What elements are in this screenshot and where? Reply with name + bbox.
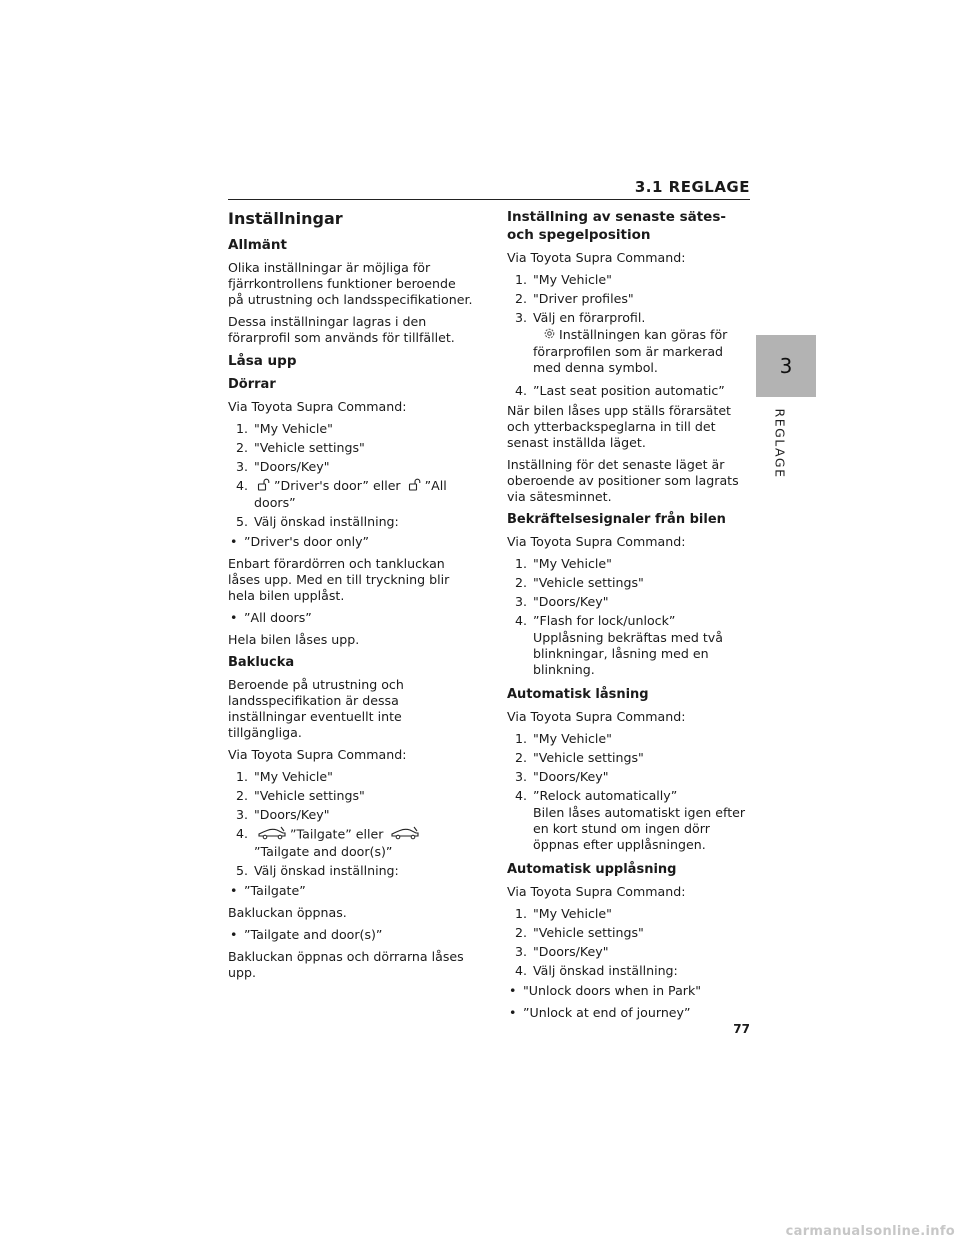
paragraph: Enbart förardörren och tankluckan låses upp. Med en till tryckning blir hela bilen upplåst.	[228, 556, 450, 603]
step-note: Upplåsning bekräftas med två blinkningar, låsning med en blinkning.	[533, 630, 723, 677]
list-item: 2. "Driver profiles"	[515, 291, 634, 306]
tailgate-steps	[228, 769, 473, 879]
list-item: 4. ”Driver's door” eller ”All doors”	[236, 478, 447, 510]
confirmation-steps	[507, 556, 752, 682]
paragraph: Dessa inställningar lagras i den förarprofil som används för tillfället.	[228, 314, 455, 345]
list-item: 2. "Vehicle settings"	[236, 788, 365, 803]
auto-lock-steps	[507, 731, 752, 857]
via-text: Via Toyota Supra Command:	[228, 747, 407, 762]
list-item: 2. "Vehicle settings"	[515, 925, 644, 940]
gear-icon	[543, 327, 556, 344]
bullet-item: • "Unlock doors when in Park"	[509, 983, 702, 998]
chapter-label: REGLAGE	[772, 408, 788, 478]
heading-baklucka: Baklucka	[228, 655, 295, 670]
list-item: 4. Välj önskad inställning:	[515, 963, 678, 978]
chapter-number: 3	[779, 354, 793, 378]
list-item: 4. ”Last seat position automatic”	[515, 383, 725, 398]
heading-lasa-upp: Låsa upp	[228, 353, 297, 369]
bullet-item: • ”All doors”	[230, 610, 312, 625]
list-item: 3. "Doors/Key"	[515, 769, 609, 784]
list-item: 1. "My Vehicle"	[515, 272, 612, 287]
bullet-item: • ”Tailgate and door(s)”	[230, 927, 383, 942]
via-text: Via Toyota Supra Command:	[507, 534, 686, 549]
lock-open-icon	[257, 478, 271, 495]
via-text: Via Toyota Supra Command:	[507, 884, 686, 899]
list-item: 3. "Doors/Key"	[236, 459, 330, 474]
paragraph: Hela bilen låses upp.	[228, 632, 360, 647]
via-text: Via Toyota Supra Command:	[228, 399, 407, 414]
bullet-item: • ”Unlock at end of journey”	[509, 1005, 691, 1020]
car-tailgate-icon	[257, 826, 287, 844]
list-item: 3. "Doors/Key"	[236, 807, 330, 822]
list-item: 1. "My Vehicle"	[515, 556, 612, 571]
paragraph: Bakluckan öppnas.	[228, 905, 347, 920]
watermark: carmanualsonline.info	[785, 1224, 955, 1239]
paragraph: Beroende på utrustning och landsspecifikation är dessa inställningar eventuellt inte tillgängliga.	[228, 677, 404, 740]
bullet-item: • ”Tailgate”	[230, 883, 306, 898]
step-note: Bilen låses automatiskt igen efter en kort stund om ingen dörr öppnas efter upplåsningen.	[533, 805, 746, 852]
list-item: 4. ”Flash for lock/unlock” Upplåsning bekräftas med två blinkningar, låsning med en blinkning.	[515, 613, 752, 682]
list-item: 1. "My Vehicle"	[236, 421, 333, 436]
seat-steps	[507, 272, 752, 399]
heading-auto-unlock: Automatisk upplåsning	[507, 862, 677, 877]
heading-confirmation: Bekräftelsesignaler från bilen	[507, 512, 726, 527]
heading-dorrar: Dörrar	[228, 377, 276, 392]
list-item: 2. "Vehicle settings"	[515, 575, 644, 590]
heading-auto-lock: Automatisk låsning	[507, 687, 649, 702]
list-item: 1. "My Vehicle"	[236, 769, 333, 784]
page-number: 77	[733, 1022, 750, 1036]
heading-seat-position: Inställning av senaste sätes- och spegelposition	[507, 209, 726, 243]
paragraph: Olika inställningar är möjliga för fjärrkontrollens funktioner beroende på utrustning och landsspecifikationer.	[228, 260, 473, 307]
heading-allmant: Allmänt	[228, 237, 287, 253]
doors-steps	[228, 421, 473, 530]
step-note: Inställningen kan göras för förarprofilen som är markerad med denna symbol.	[533, 327, 728, 375]
lock-open-icon	[408, 478, 422, 495]
list-item: 4. ”Relock automatically” Bilen låses automatiskt igen efter en kort stund om ingen dörr öppnas efter upplåsningen.	[515, 788, 752, 857]
list-item: 4. ”Tailgate” eller ”Tailgate and door(s)”	[236, 826, 473, 860]
via-text: Via Toyota Supra Command:	[507, 709, 686, 724]
section-header: 3.1 REGLAGE	[228, 178, 750, 200]
list-item: 3. "Doors/Key"	[515, 944, 609, 959]
right-column	[507, 208, 752, 1027]
paragraph: Bakluckan öppnas och dörrarna låses upp.	[228, 949, 464, 980]
list-item: 1. "My Vehicle"	[515, 906, 612, 921]
paragraph: När bilen låses upp ställs förarsätet och ytterbackspeglarna in till det senast inställda läget.	[507, 403, 732, 450]
list-item: 1. "My Vehicle"	[515, 731, 612, 746]
chapter-tab	[756, 335, 816, 397]
via-text: Via Toyota Supra Command:	[507, 250, 686, 265]
section-title: Inställningar	[228, 209, 343, 228]
list-item: 5. Välj önskad inställning:	[236, 514, 399, 529]
car-tailgate-icon	[390, 826, 420, 844]
left-column	[228, 208, 473, 987]
list-item: 5. Välj önskad inställning:	[236, 863, 399, 878]
list-item: 3. "Doors/Key"	[515, 594, 609, 609]
bullet-item: • ”Driver's door only”	[230, 534, 370, 549]
list-item: 3. Välj en förarprofil. Inställningen kan göras för förarprofilen som är markerad med denna symbol.	[515, 310, 752, 380]
auto-unlock-steps	[507, 906, 752, 979]
paragraph: Inställning för det senaste läget är oberoende av positioner som lagrats via sätesminnet.	[507, 457, 739, 504]
list-item: 2. "Vehicle settings"	[515, 750, 644, 765]
list-item: 2. "Vehicle settings"	[236, 440, 365, 455]
